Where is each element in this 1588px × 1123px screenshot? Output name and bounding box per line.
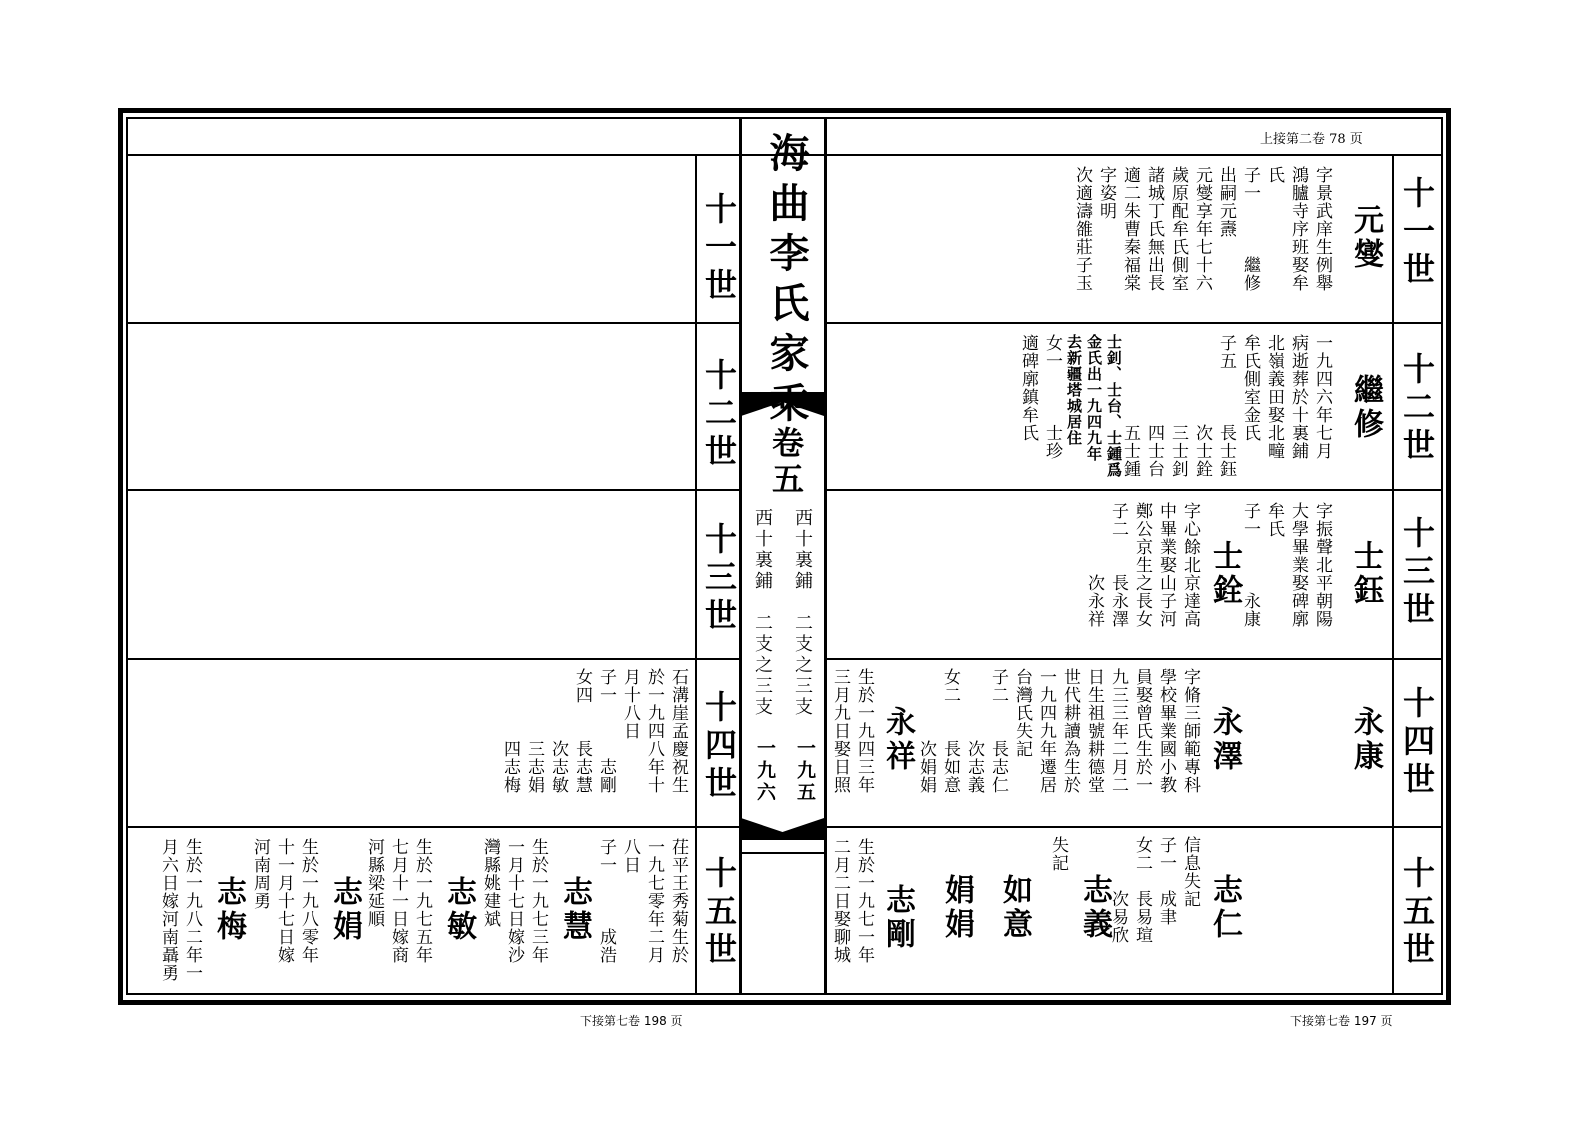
- entry-yongze-line: 日生祖號耕德堂: [1084, 668, 1104, 794]
- entry-shiquan-line: 鄭公京生之長女: [1132, 502, 1152, 628]
- entry-zhigang-line: 生於一九七一年: [854, 838, 874, 964]
- row-divider: [826, 826, 1443, 828]
- entry-zhijuan-line: 十一月十七日嫁: [274, 838, 294, 964]
- row-divider: [826, 489, 1443, 491]
- spine-bottom-line: [741, 852, 824, 854]
- entry-yongxiang-cont-line: 三志娟: [524, 668, 544, 794]
- page-number-left: 一九六: [754, 738, 776, 804]
- entry-yongxiang-cont-line: 子一 志剛: [596, 668, 616, 794]
- row-divider: [826, 322, 1443, 324]
- branch-left: 西十裏鋪 二支之三支: [752, 508, 773, 718]
- entry-yongze-line: 一九四九年遷居: [1036, 668, 1056, 794]
- entry-shiquan-line: 次永祥: [1084, 502, 1104, 628]
- row-divider: [826, 658, 1443, 660]
- entry-yongze-line: 女二 長如意: [940, 668, 960, 794]
- entry-zhigang-cont-line: 子一 成浩: [596, 838, 616, 964]
- entry-jixiu-line: 北嶺義田娶北疃: [1264, 334, 1284, 460]
- gen-label-13-right: 十三世: [1398, 516, 1436, 630]
- page-number-right: 一九五: [794, 738, 816, 804]
- entry-jixiu-line: 三士釗: [1168, 334, 1188, 478]
- entry-jixiu-line: 金氏出一九四九年: [1085, 334, 1103, 462]
- entry-jixiu-line: 一九四六年七月: [1312, 334, 1332, 460]
- gen-label-13-left: 十三世: [700, 522, 738, 636]
- entry-zhiren-line: 女二 長易瑄: [1132, 836, 1152, 944]
- entry-yongxiang-line: 三月九日娶日照: [830, 668, 850, 794]
- entry-zhiyi-line: 失記: [1048, 836, 1068, 872]
- book-title: 海曲李氏家乘: [763, 132, 810, 432]
- entry-yongxiang-cont-line: 次志敏: [548, 668, 568, 794]
- entry-yongxiang-line: 生於一九四三年: [854, 668, 874, 794]
- entry-zhihui-line: 灣縣姚建斌: [480, 838, 500, 928]
- entry-zhigang-cont-line: 茌平王秀菊生於: [668, 838, 688, 964]
- entry-yongze-line: 次娟娟: [916, 668, 936, 794]
- gen-label-14-right: 十四世: [1398, 686, 1436, 800]
- entry-zhimei-line: 月六日嫁河南聶勇: [158, 838, 178, 982]
- branch-right: 西十裏鋪 二支之三支: [792, 508, 813, 718]
- entry-shiquan-line: 中畢業娶山子河: [1156, 502, 1176, 628]
- person-name-shiyu: 士鈺: [1348, 540, 1383, 608]
- entry-zhiren-line: 子一 成聿: [1156, 836, 1176, 926]
- entry-yongze-line: 子二 長志仁: [988, 668, 1008, 794]
- entry-zhimei-line: 生於一九八二年一: [182, 838, 202, 982]
- entry-jixiu-line: 女一 士珍: [1042, 334, 1062, 460]
- entry-yongze-line: 台灣氏失記: [1012, 668, 1032, 758]
- gen-label-14-left: 十四世: [700, 690, 738, 804]
- entry-zhiren-line: 次易欣: [1108, 836, 1128, 944]
- entry-zhigang-cont-line: 一九七零年二月: [644, 838, 664, 964]
- spine-fishtail-bottom: [741, 818, 824, 840]
- person-name-shiquan: 士銓: [1207, 540, 1242, 608]
- person-name-jixiu: 繼修: [1348, 374, 1383, 442]
- entry-zhimin-line: 生於一九七五年: [412, 838, 432, 964]
- entry-yongze-line: 世代耕讀為生於: [1060, 668, 1080, 794]
- entry-shiyu-line: 子一 永康: [1240, 502, 1260, 628]
- footer-left-link: 下接第七卷 198 页: [580, 1014, 683, 1028]
- person-name-yongxiang: 永祥: [880, 706, 915, 774]
- footer-right-link: 下接第七卷 197 页: [1290, 1014, 1393, 1028]
- entry-yuanxie-line: 字景武庠生例舉: [1312, 166, 1332, 292]
- person-name-zhimin: 志敏: [441, 876, 476, 944]
- entry-yuanxie-line: 出嗣元燾: [1216, 166, 1236, 238]
- entry-yuanxie-line: 子一 繼修: [1240, 166, 1260, 292]
- entry-zhiren-line: 信息失記: [1180, 836, 1200, 908]
- entry-yongze-line: 字脩三師範專科: [1180, 668, 1200, 794]
- row-divider: [126, 489, 739, 491]
- entry-shiyu-line: 字振聲北平朝陽: [1312, 502, 1332, 628]
- gen-label-11-left: 十一世: [700, 192, 738, 306]
- spine-right-border: [824, 117, 827, 995]
- entry-jixiu-line: 牟氏側室金氏: [1240, 334, 1260, 442]
- row-divider: [126, 322, 739, 324]
- gen-label-12-right: 十二世: [1398, 352, 1436, 466]
- row-divider: [126, 658, 739, 660]
- entry-yongxiang-cont-line: 月十八日: [620, 668, 640, 740]
- entry-zhijuan-line: 河南周勇: [250, 838, 270, 910]
- entry-shiquan-line: 字心餘北京達高: [1180, 502, 1200, 628]
- person-name-ruyi: 如意: [997, 874, 1032, 942]
- entry-yuanxie-line: 氏: [1264, 166, 1284, 184]
- entry-yongze-line: 學校畢業國小教: [1156, 668, 1176, 794]
- entry-jixiu-line: 病逝葬於十裏鋪: [1288, 334, 1308, 460]
- gen-label-12-left: 十二世: [700, 358, 738, 472]
- row-divider: [126, 826, 739, 828]
- entry-shiyu-line: 牟氏: [1264, 502, 1284, 538]
- entry-zhimin-line: 河縣梁延順: [364, 838, 384, 928]
- entry-shiquan-line: 子二 長永澤: [1108, 502, 1128, 628]
- entry-yongze-line: 次志義: [964, 668, 984, 794]
- person-name-zhijuan: 志娟: [327, 876, 362, 944]
- gen-label-15-left: 十五世: [700, 856, 738, 970]
- person-name-yuanxie: 元燮: [1348, 204, 1383, 272]
- entry-yuanxie-line: 次適濤雒莊子玉: [1072, 166, 1092, 292]
- entry-jixiu-line: 四士台: [1144, 334, 1164, 478]
- volume-label: 卷五: [767, 426, 805, 498]
- entry-jixiu-line: 去新疆塔城居住: [1065, 334, 1083, 446]
- entry-yongxiang-cont-line: 四志梅: [500, 668, 520, 794]
- entry-zhigang-line: 二月二日娶聊城: [830, 838, 850, 964]
- entry-yuanxie-line: 鴻臚寺序班娶牟: [1288, 166, 1308, 292]
- gen-label-15-right: 十五世: [1398, 856, 1436, 970]
- person-name-zhimei: 志梅: [211, 876, 246, 944]
- entry-yuanxie-line: 字姿明: [1096, 166, 1116, 220]
- entry-yongxiang-cont-line: 於一九四八年十: [644, 668, 664, 794]
- entry-zhihui-line: 生於一九七三年: [528, 838, 548, 964]
- entry-yongze-line: 員娶曾氏生於一: [1132, 668, 1152, 794]
- entry-yuanxie-line: 歲原配牟氏側室: [1168, 166, 1188, 292]
- entry-jixiu-line: 五士鍾: [1120, 334, 1140, 478]
- entry-yongxiang-cont-line: 石溝崖孟慶祝生: [668, 668, 688, 794]
- entry-zhigang-cont-line: 八日: [620, 838, 640, 874]
- entry-jixiu-line: 適碑廓鎮牟氏: [1018, 334, 1038, 442]
- person-name-zhiren: 志仁: [1207, 874, 1242, 942]
- upper-link-note: 上接第二卷 78 页: [1260, 132, 1363, 147]
- gen-label-11-right: 十一世: [1398, 176, 1436, 290]
- right-gen-column-border: [1392, 154, 1394, 995]
- entry-zhihui-line: 一月十七日嫁沙: [504, 838, 524, 964]
- left-gen-column-border: [695, 154, 697, 995]
- entry-yuanxie-line: 適二朱曹秦福棠: [1120, 166, 1140, 292]
- entry-jixiu-line: 士釗、士台、士鍾爲: [1105, 334, 1123, 478]
- entry-yuanxie-line: 諸城丁氏無出長: [1144, 166, 1164, 292]
- person-name-zhigang: 志剛: [880, 884, 915, 952]
- entry-zhimin-line: 七月十一日嫁商: [388, 838, 408, 964]
- entry-zhijuan-line: 生於一九八零年: [298, 838, 318, 964]
- entry-shiyu-line: 大學畢業娶碑廓: [1288, 502, 1308, 628]
- person-name-zhihui: 志慧: [557, 876, 592, 944]
- entry-jixiu-line: 次士銓: [1192, 334, 1212, 478]
- entry-jixiu-line: 子五 長士鈺: [1216, 334, 1236, 478]
- entry-yongze-line: 九三三年二月二: [1108, 668, 1128, 794]
- spine-left-border: [739, 117, 742, 995]
- person-name-yongkang: 永康: [1348, 706, 1383, 774]
- person-name-yongze: 永澤: [1207, 706, 1242, 774]
- person-name-zhiyi: 志義: [1077, 874, 1112, 942]
- entry-yongxiang-cont-line: 女四 長志慧: [572, 668, 592, 794]
- person-name-juanjuan: 娟娟: [939, 874, 974, 942]
- entry-yuanxie-line: 元燮享年七十六: [1192, 166, 1212, 292]
